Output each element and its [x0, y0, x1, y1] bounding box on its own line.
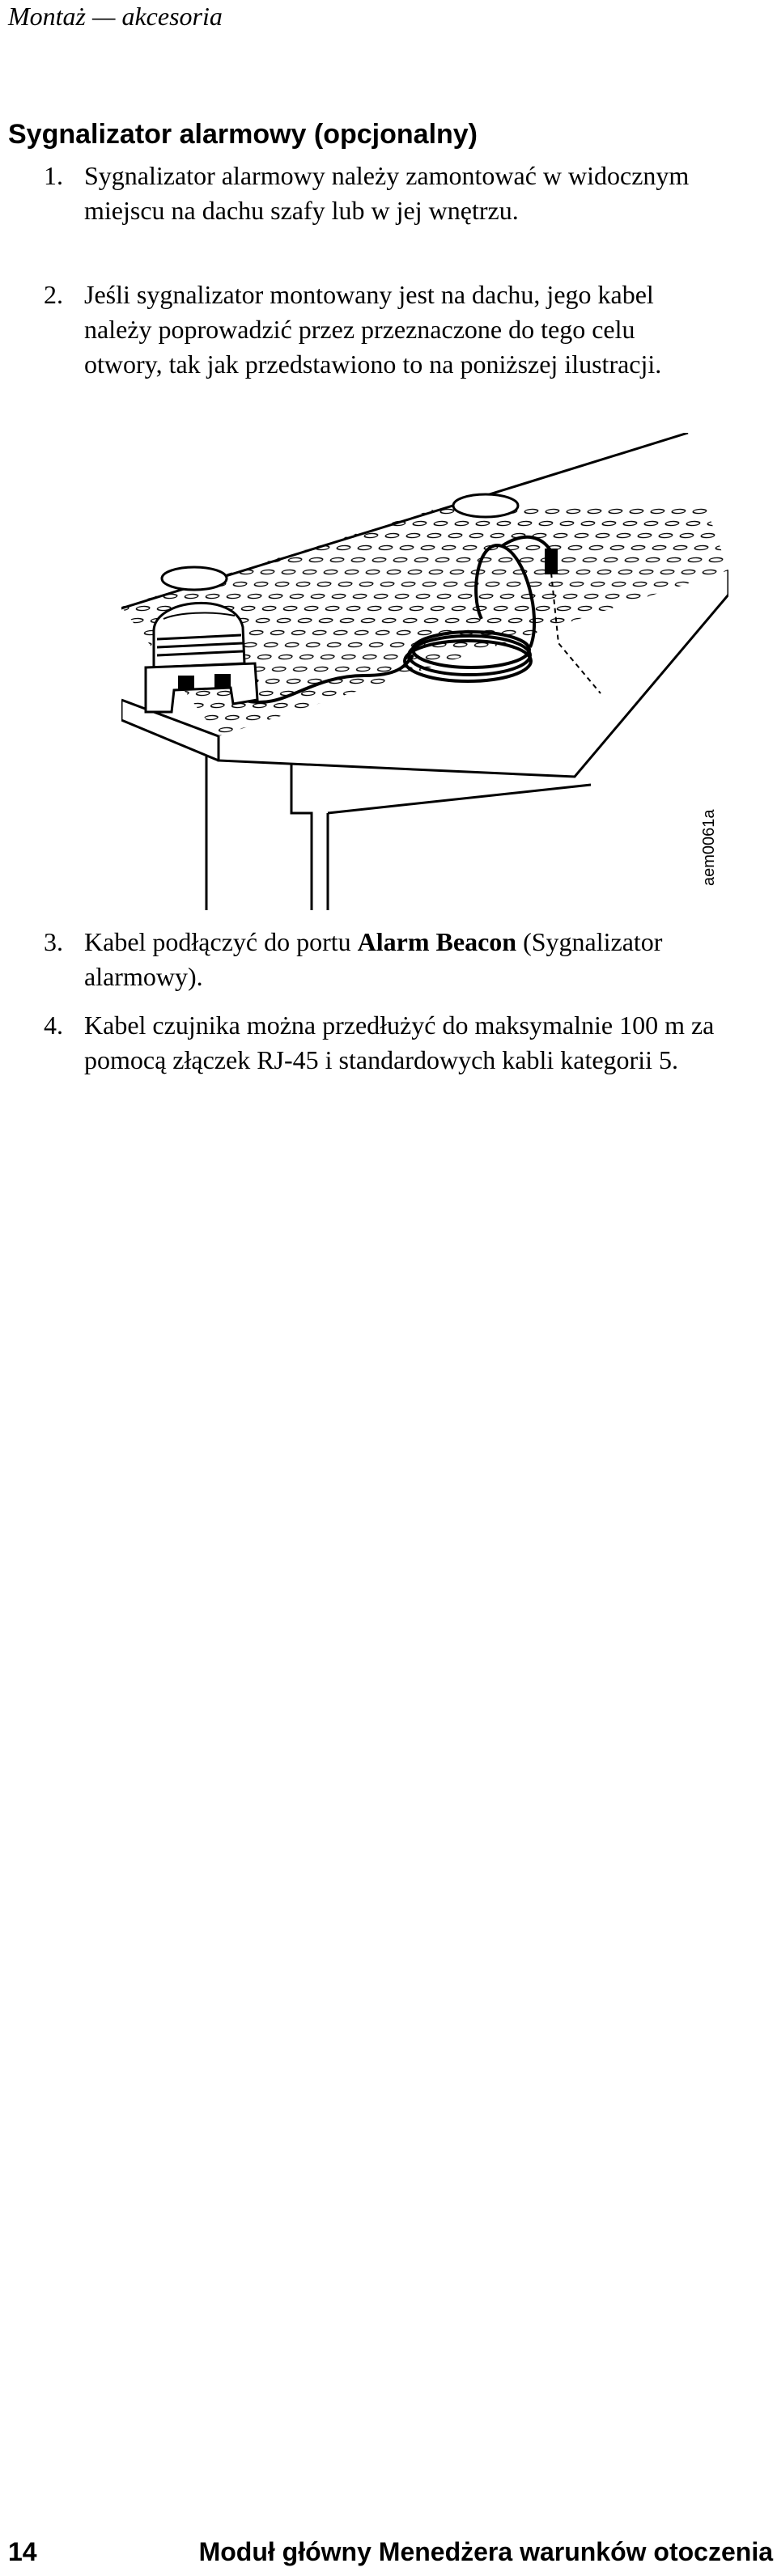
step-text: Sygnalizator alarmowy należy zamontować w widocznym miejscu na dachu szafy lub w jej wnętrzu.	[84, 161, 690, 225]
cabinet-roof-illustration	[121, 433, 728, 910]
roof-plug	[162, 567, 227, 590]
step-number: 2.	[44, 280, 63, 309]
step-text: Kabel podłączyć do portu	[84, 927, 358, 956]
step-4	[44, 1008, 715, 1078]
step-number: 4.	[44, 1010, 63, 1040]
roof-beacon-drawing	[121, 433, 728, 910]
step-text: (Sygnalizator alarmowy).	[84, 927, 663, 991]
page-number: 14	[8, 2537, 37, 2566]
step-2	[44, 278, 715, 382]
roof-plug	[453, 494, 518, 517]
port-name: Alarm Beacon	[357, 927, 517, 956]
step-number: 1.	[44, 161, 63, 190]
step-1	[44, 159, 715, 228]
figure-code: aem0061a	[700, 809, 718, 886]
step-3	[44, 925, 715, 994]
step-text: Kabel czujnika można przedłużyć do maksymalnie 100 m za pomocą złączek RJ-45 i standardowych kabli kategorii 5.	[84, 1010, 715, 1074]
running-header: Montaż — akcesoria	[8, 2, 223, 31]
document-title: Moduł główny Menedżera warunków otoczenia	[198, 2537, 773, 2566]
section-title: Sygnalizator alarmowy (opcjonalny)	[8, 119, 478, 150]
step-number: 3.	[44, 927, 63, 956]
step-text: Jeśli sygnalizator montowany jest na dachu, jego kabel należy poprowadzić przez przeznaczone do tego celu otwory, tak jak przedstawiono to na poniższej ilustracji.	[84, 280, 662, 379]
